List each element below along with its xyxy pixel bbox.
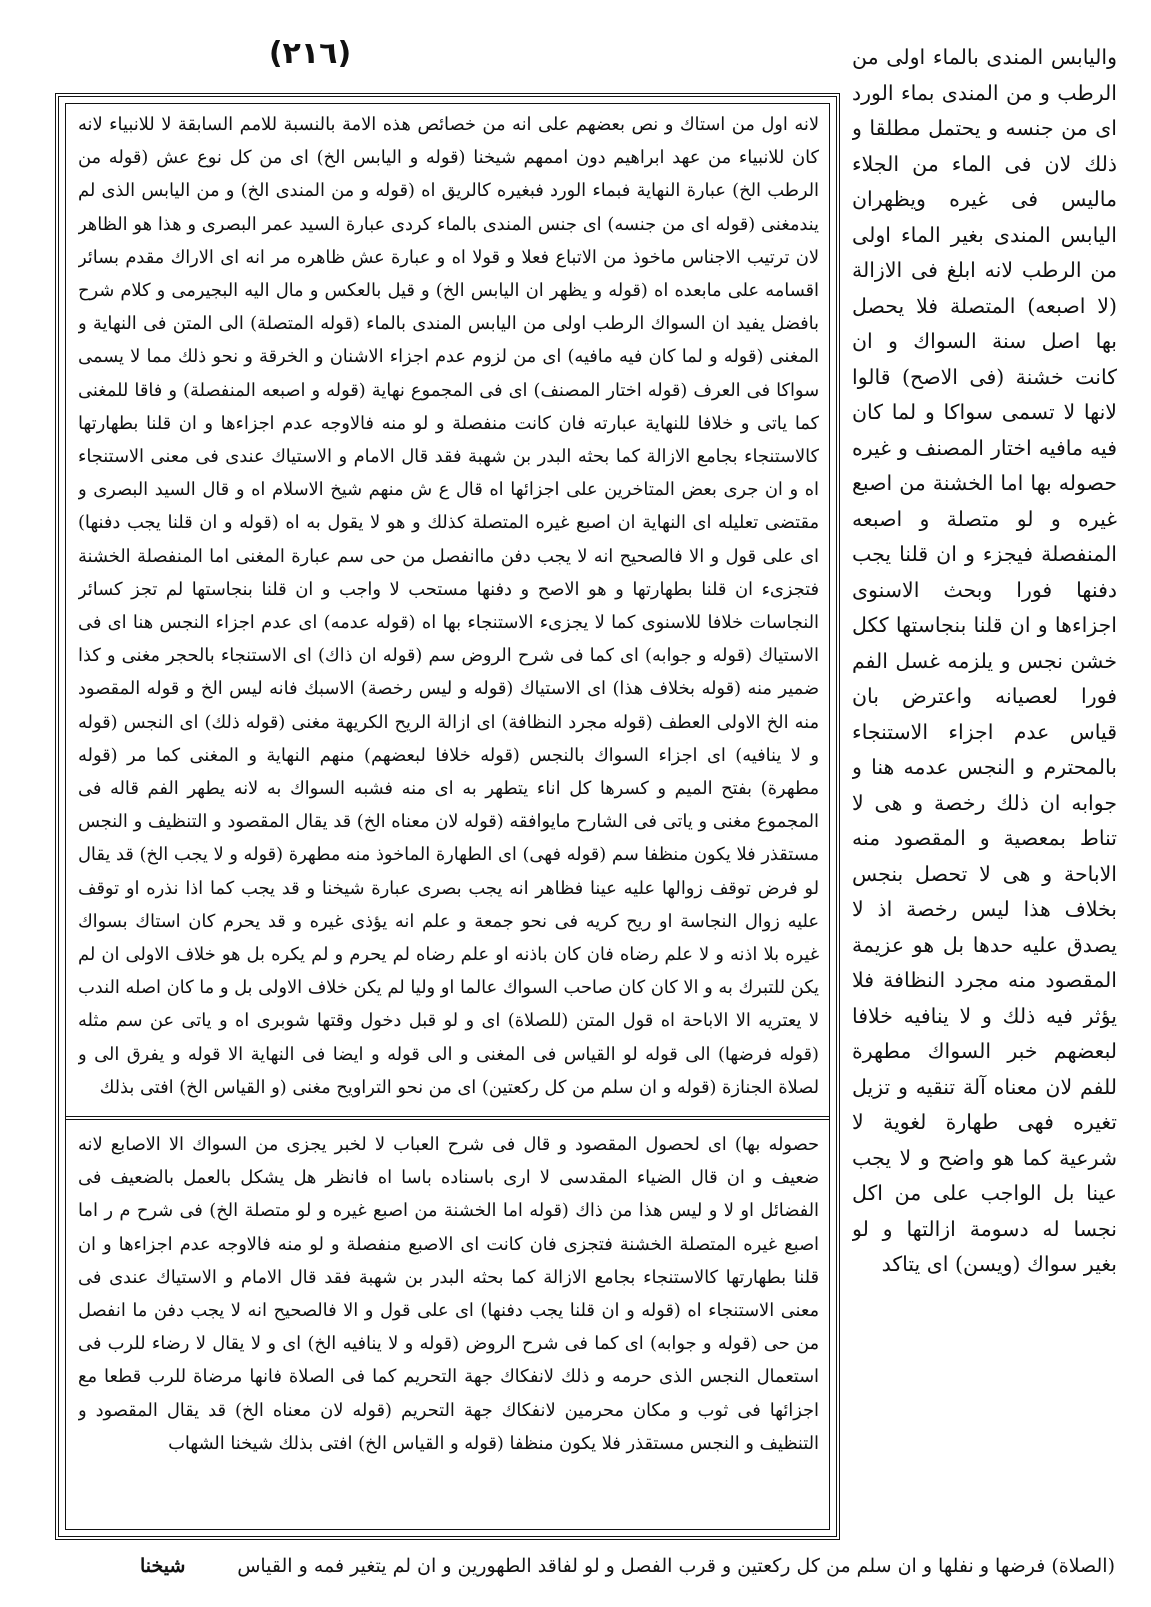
upper-commentary: لانه اول من استاك و نص بعضهم على انه من خصائص هذه الامة بالنسبة للامم السابقة لا للانبياء لانه كان للانبياء من عهد ابراهيم دون اممهم شيخنا (قوله و اليابس الخ) اى من كل نوع عش (قوله من الرطب الخ) عبارة النهاية فبماء الورد فبغيره كالريق اه (قوله و من المندى الخ) و من اليابس الذى لم يندمغنى (قوله اى من جنسه) اى جنس المندى بالماء كردى عبارة السيد عمر البصرى و هذا هو الظاهر لان ترتيب الاجناس ماخوذ من الاتباع فعلا و قولا اه و عبارة عش ظاهره مر انه اى الاراك مقدم بسائر اقسامه على مابعده اه (قوله و يظهر ان اليابس الخ) و قيل بالعكس و مال اليه البجيرمى و كلام شرح بافضل يفيد ان السواك الرطب اولى من اليابس المندى بالماء (قوله المتصلة) الى المتن فى النهاية و المغنى (قوله و لما كان فيه مافيه) اى من لزوم عدم اجزاء الاشنان و الخرقة و نحو ذلك مما لا يسمى سواكا فى العرف (قوله اختار المصنف) اى فى المجموع نهاية (قوله و اصبعه المنفصلة) و فاقا للمغنى كما ياتى و خلافا للنهاية عبارته فان كانت منفصلة و لو منه فالاوجه عدم اجزاءها و ان قلنا بطهارتها كالاستنجاء بجامع الازالة كما بحثه البدر بن شهبة فقد قال الامام و الاستياك عندى فى معنى الاستنجاء اه و ان جرى بعض المتاخرين على اجزائها اه قال ع ش منهم شيخ الاسلام اه و قال السيد البصرى و مقتضى تعليله اى النهاية ان اصبع غيره المتصلة كذلك و هو لا يقول به اه (قوله و ان قلنا يجب دفنها) اى على قول و الا فالصحيح انه لا يجب دفن ماانفصل من حى سم عبارة المغنى اما المنفصلة الخشنة فتجزىء ان قلنا بطهارتها و هو الاصح و دفنها مستحب لا واجب و ان قلنا بنجاستها لم تجز كسائر النجاسات خلافا للاسنوى كما لا يجزىء الاستنجاء بها اه (قوله عدمه) اى عدم اجزاء النجس هنا اى فى الاستياك (قوله و جوابه) اى كما فى شرح الروض سم (قوله ان ذاك) اى الاستنجاء بالحجر مغنى و كذا ضمير منه (قوله بخلاف هذا) اى الاستياك (قوله و ليس رخصة) الاسبك فانه ليس الخ و قوله المقصود منه الخ الاولى العطف (قوله مجرد النظافة) اى ازالة الريح الكريهة مغنى (قوله ذلك) اى النجس (قوله و لا ينافيه) اى اجزاء السواك بالنجس (قوله خلافا لبعضهم) منهم النهاية و المغنى كما مر (قوله مطهرة) بفتح الميم و كسرها كل اناء يتطهر به اى منه فشبه السواك به لانه يطهر الفم قاله فى المجموع مغنى و ياتى فى الشارح مايوافقه (قوله لان معناه الخ) قد يقال المقصود و التنظيف و النجس مستقذر فلا يكون منظفا سم (قوله فهى) اى الطهارة الماخوذ منه مطهرة (قوله و لا يجب الخ) قد يقال لو فرض توقف زوالها عليه عينا فظاهر انه يجب بصرى عبارة شيخنا و قد يجب كما اذا نذره او توقف عليه زوال النجاسة او ريح كريه فى نحو جمعة و علم انه يؤذى غيره و قد يحرم كان استاك بسواك غيره بلا اذنه و لا علم رضاه فان كان باذنه او علم رضاه لم يحرم و لم يكره بل هو خلاف الاولى ان لم يكن للتبرك به و الا كان كان صاحب السواك عالما او وليا لم يكن خلاف الاولى بل و ما كان اصله الندب لا يعتريه الا الاباحة اه قول المتن (للصلاة) اى و لو قبل دخول وقتها شوبرى اه و ياتى عن سم مثله (قوله فرضها) الى قوله لو القياس فى المغنى و الى قوله و ايضا فى النهاية الا قوله و يفرق الى و لصلاة الجنازة (قوله و ان سلم من كل ركعتين) اى من نحو التراويح مغنى (و القياس الخ) افتى بذلك: [78, 114, 819, 1098]
footer-main-text: (الصلاة) فرضها و نفلها و ان سلم من كل ركعتين و قرب الفصل و لو لفاقد الطهورين و ان لم يتغير فمه و القياس: [237, 1555, 1115, 1577]
lower-commentary: حصوله بها) اى لحصول المقصود و قال فى شرح العباب لا لخبر يجزى من السواك الا الاصابع لانه ضعيف و ان قال الضياء المقدسى لا ارى باسناده باسا اه فانظر هل يشكل بالعمل بالضعيف فى الفضائل او لا و ليس هذا من ذاك (قوله اما الخشنة من اصبع غيره و لو متصلة الخ) فى شرح م ر اما اصبع غيره المتصلة الخشنة فتجزى فان كانت اى الاصبع منفصلة و لو منه فالاوجه عدم اجزاءها و ان قلنا بطهارتها كالاستنجاء بجامع الازالة كما بحثه البدر بن شهبة فقد قال الامام و الاستياك عندى فى معنى الاستنجاء اه (قوله و ان قلنا يجب دفنها) اى على قول و الا فالصحيح انه لا يجب دفن ما انفصل من حى (قوله و جوابه) اى كما فى شرح الروض (قوله و لا ينافيه الخ) اى و لا يقال لا رضاء للرب فى استعمال النجس الذى حرمه و ذلك لانفكاك جهة التحريم كما فى الصلاة فانها مرضاة للرب قطعا مع اجزائها فى ثوب و مكان محرمين لانفكاك جهة التحريم (قوله لان معناه الخ) قد يقال المقصود و التنظيف و النجس مستقذر فلا يكون منظفا (قوله و القياس الخ) افتى بذلك شيخنا الشهاب: [78, 1134, 819, 1454]
page-number: (٢١٦): [268, 36, 352, 71]
footer-line: [55, 1548, 1115, 1588]
section-divider: [66, 1116, 829, 1120]
main-text-frame: [55, 93, 840, 1540]
catchword: شيخنا: [140, 1555, 186, 1577]
frame-inner-border: [65, 103, 830, 1530]
margin-commentary: واليابس المندى بالماء اولى من الرطب و من المندى بماء الورد اى من جنسه و يحتمل مطلقا و ذلك لان فى الماء من الجلاء ماليس فى غيره ويظهران اليابس المندى بغير الماء اولى من الرطب لانه ابلغ فى الازالة (لا اصبعه) المتصلة فلا يحصل بها اصل سنة السواك و ان كانت خشنة (فى الاصح) قالوا لانها لا تسمى سواكا و لما كان فيه مافيه اختار المصنف و غيره حصوله بها اما الخشنة من اصبع غيره و لو متصلة و اصبعه المنفصلة فيجزء و ان قلنا يجب دفنها فورا وبحث الاسنوى اجزاءها و ان قلنا بنجاستها ككل خشن نجس و يلزمه غسل الفم فورا لعصيانه واعترض بان قياس عدم اجزاء الاستنجاء بالمحترم و النجس عدمه هنا و جوابه ان ذلك رخصة و هى لا تناط بمعصية و المقصود منه الاباحة و هى لا تحصل بنجس بخلاف هذا ليس رخصة اذ لا يصدق عليه حدها بل هو عزيمة المقصود منه مجرد النظافة فلا يؤثر فيه ذلك و لا ينافيه خلافا لبعضهم خبر السواك مطهرة للفم لان معناه آلة تنقيه و تزيل تغيره فهى طهارة لغوية لا شرعية كما هو واضح و لا يجب عينا بل الواجب على من اكل نجسا له دسومة ازالتها و لو بغير سواك (ويسن) اى يتاكد: [852, 45, 1117, 1276]
